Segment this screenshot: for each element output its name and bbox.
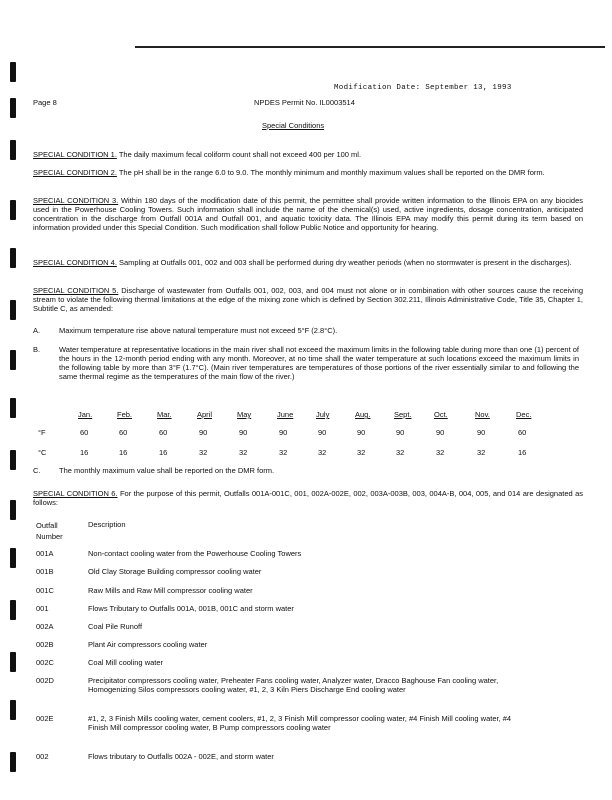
temp-f-value: 60: [159, 428, 168, 437]
outfall-id: 001A: [36, 549, 54, 558]
temp-c-value: 32: [318, 448, 327, 457]
temp-f-value: 90: [318, 428, 327, 437]
outfall-id: 002E: [36, 714, 54, 723]
outfall-column-header: [36, 520, 63, 542]
condition-label: SPECIAL CONDITION 5.: [33, 286, 119, 295]
temp-c-value: 32: [357, 448, 366, 457]
temp-f-value: 90: [396, 428, 405, 437]
item-text: Maximum temperature rise above natural temperature must not exceed 5°F (2.8°C).: [59, 326, 338, 335]
temp-c-value: 32: [279, 448, 288, 457]
temp-f-value: 90: [357, 428, 366, 437]
temp-f-value: 90: [477, 428, 486, 437]
outfall-description: Raw Mills and Raw Mill compressor cooling water: [88, 586, 253, 595]
condition-text: For the purpose of this permit, Outfalls 001A-001C, 001, 002A-002E, 002, 003A-003B, 003, 004A-B, 004, 005, and 014 are designated as follows:: [33, 489, 584, 507]
temp-c-value: 16: [80, 448, 89, 457]
temp-c-value: 16: [518, 448, 527, 457]
month-header: Dec.: [516, 410, 532, 419]
outfall-description: Coal Pile Runoff: [88, 622, 143, 631]
temp-f-value: 60: [119, 428, 128, 437]
condition-label: SPECIAL CONDITION 1.: [33, 150, 117, 159]
description-column-header: Description: [88, 520, 126, 529]
month-header: June: [277, 410, 294, 419]
item-marker: B.: [33, 345, 41, 354]
outfall-description: Old Clay Storage Building compressor cooling water: [88, 567, 262, 576]
outfall-id: 002C: [36, 658, 54, 667]
temp-c-value: 32: [436, 448, 445, 457]
condition-text: Discharge of wastewater from Outfalls 001, 002, 003, and 004 must not alone or in combination with other sources cause the receiving stream to violate the following thermal limitations at the edge of the mixing zone which is defined by Section 302.211, Illinois Administrative Code, Title 35, Chapter 1, Subtitle C, as amended:: [33, 286, 583, 313]
month-header: July: [316, 410, 330, 419]
outfall-id: 002: [36, 752, 49, 761]
condition-5: [33, 286, 583, 313]
condition-label: SPECIAL CONDITION 3.: [33, 196, 119, 205]
temp-f-value: 90: [436, 428, 445, 437]
month-header: May: [237, 410, 252, 419]
temp-f-value: 90: [199, 428, 208, 437]
outfall-description: Non-contact cooling water from the Powerhouse Cooling Towers: [88, 549, 302, 558]
outfall-label: Outfall: [36, 521, 58, 530]
outfall-id: 001: [36, 604, 49, 613]
condition-text: The daily maximum fecal coliform count shall not exceed 400 per 100 ml.: [116, 150, 362, 159]
condition-text: The pH shall be in the range 6.0 to 9.0. The monthly minimum and monthly maximum values shall be reported on the DMR form.: [116, 168, 545, 177]
item-marker: A.: [33, 326, 41, 335]
condition-1: [33, 150, 583, 159]
outfall-description: #1, 2, 3 Finish Mills cooling water, cement coolers, #1, 2, 3 Finish Mill compressor cooling water, #4 Finish Mill cooling water, #4 Finish Mill compressor cooling water, B Pump compressors cooling water: [88, 714, 512, 732]
page-title: Special Conditions: [262, 121, 325, 130]
month-header: Jan.: [78, 410, 93, 419]
temp-c-value: 32: [199, 448, 208, 457]
outfall-description: Flows Tributary to Outfalls 001A, 001B, 001C and storm water: [88, 604, 294, 613]
month-header: Feb.: [117, 410, 133, 419]
condition-text: Sampling at Outfalls 001, 002 and 003 shall be performed during dry weather periods (when no stormwater is present in the discharges).: [116, 258, 572, 267]
condition-6: [33, 489, 583, 507]
temp-c-value: 32: [477, 448, 486, 457]
outfall-description: Coal Mill cooling water: [88, 658, 164, 667]
condition-2: [33, 168, 583, 177]
temperature-table: [0, 410, 612, 460]
outfall-id: 002A: [36, 622, 54, 631]
condition-4: [33, 258, 583, 267]
item-text: Water temperature at representative locations in the main river shall not exceed the maximum limits in the following table during more than one (1) percent of the hours in the 12-month period ending with any month. Moreover, at no time shall the water temperature at such locations exceed the maximum limits in the following table by more than 3°F (1.7°C). (Main river temperatures are temperatures of those portions of the river essentially similar to and following the same thermal regime as the temperatures of the main flow of the river.): [59, 345, 579, 381]
top-rule: [135, 46, 605, 48]
month-header: Aug.: [355, 410, 371, 419]
outfall-id: 002B: [36, 640, 54, 649]
outfall-description: Flows tributary to Outfalls 002A - 002E, and storm water: [88, 752, 274, 761]
month-header: April: [197, 410, 213, 419]
temp-c-value: 16: [159, 448, 168, 457]
temp-f-value: 60: [80, 428, 89, 437]
condition-label: SPECIAL CONDITION 6.: [33, 489, 118, 498]
item-text: The monthly maximum value shall be reported on the DMR form.: [59, 466, 275, 475]
condition-3: [33, 196, 583, 232]
temp-f-value: 90: [239, 428, 248, 437]
condition-text: Within 180 days of the modification date of this permit, the permittee shall provide written information to the Illinois EPA on any biocides used in the Powerhouse Cooling Towers. Such information shall include the name of the chemical(s) used, active ingredients, dosage concentration, anticipated concentration in the discharge from Outfall 001A and Outfall 001, and aquatic toxicity data. The Illinois EPA may modify this permit during its term based on information provided under this Special Condition. Such modification shall follow Public Notice and opportunity for hearing.: [33, 196, 583, 232]
temp-c-value: 32: [396, 448, 405, 457]
modification-date: Modification Date: September 13, 1993: [334, 84, 512, 92]
page-number: Page 8: [33, 98, 57, 107]
permit-number: NPDES Permit No. IL0003514: [254, 98, 355, 107]
month-header: Nov.: [475, 410, 490, 419]
outfall-id: 001C: [36, 586, 54, 595]
outfall-id: 002D: [36, 676, 54, 685]
unit-c: °C: [38, 448, 47, 457]
month-header: Mar.: [157, 410, 172, 419]
month-header: Sept.: [394, 410, 412, 419]
condition-label: SPECIAL CONDITION 4.: [33, 258, 117, 267]
temp-f-value: 60: [518, 428, 527, 437]
number-label: Number: [36, 532, 63, 541]
temp-c-value: 16: [119, 448, 128, 457]
unit-f: °F: [38, 428, 46, 437]
outfall-description: Precipitator compressors cooling water, Preheater Fans cooling water, Analyzer water, Dracco Baghouse Fan cooling water, Homogenizing Silos compressors cooling water, #1, 2, 3 Kiln Piers Discharge End cooling water: [88, 676, 499, 694]
outfall-description: Plant Air compressors cooling water: [88, 640, 208, 649]
month-header: Oct.: [434, 410, 448, 419]
outfall-id: 001B: [36, 567, 54, 576]
temp-c-value: 32: [239, 448, 248, 457]
condition-label: SPECIAL CONDITION 2.: [33, 168, 117, 177]
item-marker: C.: [33, 466, 41, 475]
temp-f-value: 90: [279, 428, 288, 437]
